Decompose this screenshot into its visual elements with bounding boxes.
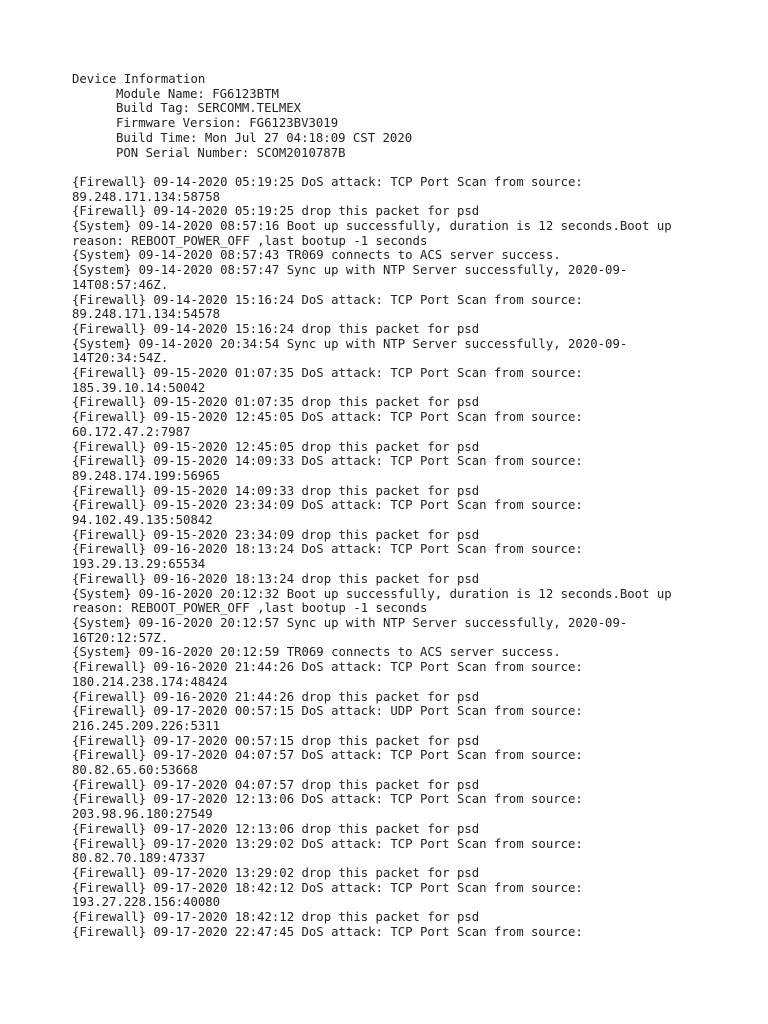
log-entry: {System} 09-14-2020 08:57:47 Sync up with NTP Server successfully, 2020-09- 14T08:57:46Z. [72,263,628,292]
log-entry: {Firewall} 09-17-2020 04:07:57 DoS attack: TCP Port Scan from source: 80.82.65.60:53668 [72,748,583,778]
log-entry: {Firewall} 09-17-2020 12:13:06 drop this packet for psd [72,821,480,836]
log-entry: {Firewall} 09-14-2020 15:16:24 DoS attack: TCP Port Scan from source: 89.248.171.134:54578 [72,292,583,322]
log-entry: {Firewall} 09-17-2020 13:29:02 drop this packet for psd [72,865,480,880]
log-entry: {System} 09-16-2020 20:12:57 Sync up with NTP Server successfully, 2020-09- 16T20:12:57Z. [72,616,628,645]
log-entry: {Firewall} 09-14-2020 15:16:24 drop this packet for psd [72,321,480,336]
log-entry: {Firewall} 09-17-2020 04:07:57 drop this packet for psd [72,777,480,792]
log-entry: {System} 09-16-2020 20:12:59 TR069 connects to ACS server success. [72,645,561,660]
log-entry: {System} 09-14-2020 08:57:16 Boot up successfully, duration is 12 seconds.Boot up reason: REBOOT_POWER_OFF ,last bootup -1 seconds [72,219,672,248]
log-entry: {Firewall} 09-16-2020 21:44:26 drop this packet for psd [72,689,480,704]
log-entry: {Firewall} 09-17-2020 22:47:45 DoS attack: TCP Port Scan from source: [72,924,583,939]
event-log [72,175,752,940]
log-entry: {Firewall} 09-17-2020 00:57:15 DoS attack: UDP Port Scan from source: 216.245.209.226:5311 [72,704,583,733]
log-entry: {Firewall} 09-15-2020 14:09:33 drop this packet for psd [72,483,480,498]
log-entry: {Firewall} 09-15-2020 01:07:35 DoS attack: TCP Port Scan from source: 185.39.10.14:50042 [72,366,583,395]
log-entry: {Firewall} 09-15-2020 12:45:05 DoS attack: TCP Port Scan from source: 60.172.47.2:7987 [72,410,583,439]
log-entry: {Firewall} 09-16-2020 18:13:24 DoS attack: TCP Port Scan from source: 193.29.13.29:65534 [72,542,583,572]
log-entry: {Firewall} 09-14-2020 05:19:25 DoS attack: TCP Port Scan from source: 89.248.171.134:58758 [72,174,583,204]
log-entry: {Firewall} 09-17-2020 13:29:02 DoS attack: TCP Port Scan from source: 80.82.70.189:47337 [72,836,583,866]
build-tag-field: Build Tag: SERCOMM.TELMEX [116,101,302,116]
device-information-heading: Device Information [72,72,206,86]
log-entry: {Firewall} 09-17-2020 12:13:06 DoS attack: TCP Port Scan from source: 203.98.96.180:27549 [72,792,583,822]
document-page [72,72,752,939]
log-entry: {System} 09-14-2020 08:57:43 TR069 connects to ACS server success. [72,248,561,263]
log-entry: {Firewall} 09-14-2020 05:19:25 drop this packet for psd [72,204,480,219]
log-entry: {System} 09-16-2020 20:12:32 Boot up successfully, duration is 12 seconds.Boot up reason: REBOOT_POWER_OFF ,last bootup -1 seconds [72,586,672,616]
log-entry: {Firewall} 09-15-2020 23:34:09 DoS attack: TCP Port Scan from source: 94.102.49.135:50842 [72,498,583,528]
build-time-field: Build Time: Mon Jul 27 04:18:09 CST 2020 [116,130,413,145]
log-entry: {Firewall} 09-16-2020 21:44:26 DoS attack: TCP Port Scan from source: 180.214.238.174:48424 [72,660,583,689]
log-entry: {Firewall} 09-17-2020 18:42:12 DoS attack: TCP Port Scan from source: 193.27.228.156:40080 [72,880,583,910]
log-entry: {Firewall} 09-15-2020 01:07:35 drop this packet for psd [72,395,480,410]
log-entry: {Firewall} 09-17-2020 18:42:12 drop this packet for psd [72,910,480,925]
log-entry: {System} 09-14-2020 20:34:54 Sync up with NTP Server successfully, 2020-09- 14T20:34:54Z. [72,336,628,366]
section-gap [72,160,752,175]
pon-serial-number-field: PON Serial Number: SCOM2010787B [116,145,346,160]
log-entry: {Firewall} 09-15-2020 23:34:09 drop this packet for psd [72,527,480,542]
module-name-field: Module Name: FG6123BTM [116,86,279,101]
log-entry: {Firewall} 09-15-2020 12:45:05 drop this packet for psd [72,439,480,454]
firmware-version-field: Firmware Version: FG6123BV3019 [116,116,339,131]
log-entry: {Firewall} 09-15-2020 14:09:33 DoS attack: TCP Port Scan from source: 89.248.174.199:56965 [72,454,583,483]
device-information-section [72,72,752,160]
log-entry: {Firewall} 09-16-2020 18:13:24 drop this packet for psd [72,571,480,586]
log-entry: {Firewall} 09-17-2020 00:57:15 drop this packet for psd [72,733,480,748]
